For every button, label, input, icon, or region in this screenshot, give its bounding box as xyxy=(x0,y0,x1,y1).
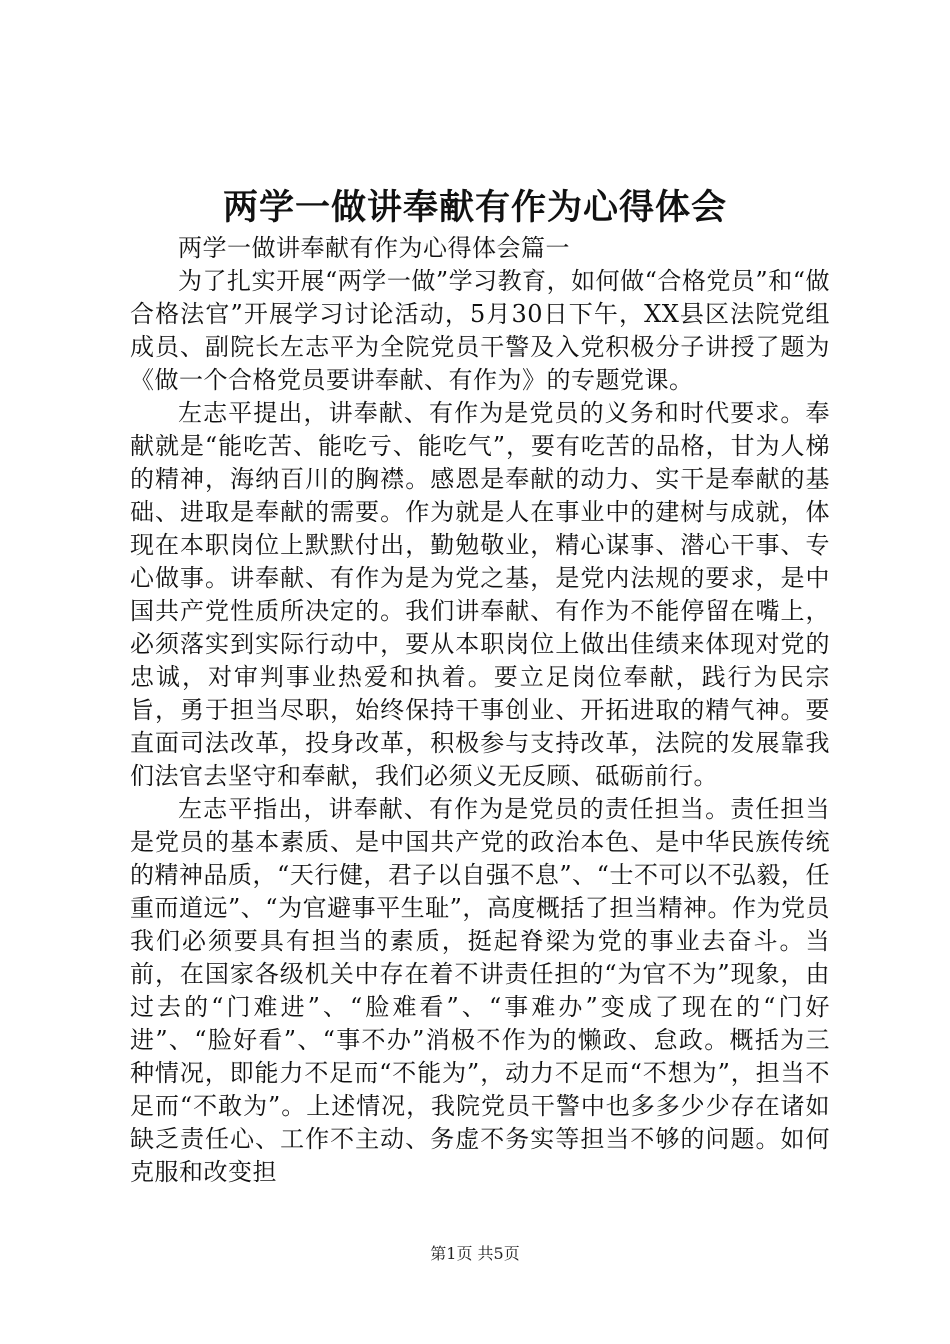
body-paragraph: 为了扎实开展“两学一做”学习教育，如何做“合格党员”和“做合格法官”开展学习讨论活动，5月30日下午，XX县区法院党组成员、副院长左志平为全院党员干警及入党积极分子讲授了题为《做一个合格党员要讲奉献、有作为》的专题党课。 xyxy=(130,267,830,394)
document-body xyxy=(130,232,830,1189)
body-paragraph: 左志平指出，讲奉献、有作为是党员的责任担当。责任担当是党员的基本素质、是中国共产党的政治本色、是中华民族传统的精神品质，“天行健，君子以自强不息”、“士不可以不弘毅，任重而道远”、“为官避事平生耻”，高度概括了担当精神。作为党员我们必须要具有担当的素质，挺起脊梁为党的事业去奋斗。当前，在国家各级机关中存在着不讲责任担的“为官不为”现象，由过去的“门难进”、“脸难看”、“事难办”变成了现在的“门好进”、“脸好看”、“事不办”消极不作为的懒政、怠政。概括为三种情况，即能力不足而“不能为”，动力不足而“不想为”，担当不足而“不敢为”。上述情况，我院党员干警中也多多少少存在诸如缺乏责任心、工作不主动、务虚不务实等担当不够的问题。如何克服和改变担 xyxy=(130,795,830,1186)
page-number-footer: 第1页 共5页 xyxy=(430,1244,520,1263)
body-paragraph: 左志平提出，讲奉献、有作为是党员的义务和时代要求。奉献就是“能吃苦、能吃亏、能吃气”，要有吃苦的品格，甘为人梯的精神，海纳百川的胸襟。感恩是奉献的动力、实干是奉献的基础、进取是奉献的需要。作为就是人在事业中的建树与成就，体现在本职岗位上默默付出，勤勉敬业，精心谋事、潜心干事、专心做事。讲奉献、有作为是为党之基，是党内法规的要求，是中国共产党性质所决定的。我们讲奉献、有作为不能停留在嘴上，必须落实到实际行动中，要从本职岗位上做出佳绩来体现对党的忠诚，对审判事业热爱和执着。要立足岗位奉献，践行为民宗旨，勇于担当尽职，始终保持干事创业、开拓进取的精气神。要直面司法改革，投身改革，积极参与支持改革，法院的发展靠我们法官去坚守和奉献，我们必须义无反顾、砥砺前行。 xyxy=(130,399,830,790)
document-title: 两学一做讲奉献有作为心得体会 xyxy=(222,187,727,228)
section-heading: 两学一做讲奉献有作为心得体会篇一 xyxy=(178,234,570,262)
